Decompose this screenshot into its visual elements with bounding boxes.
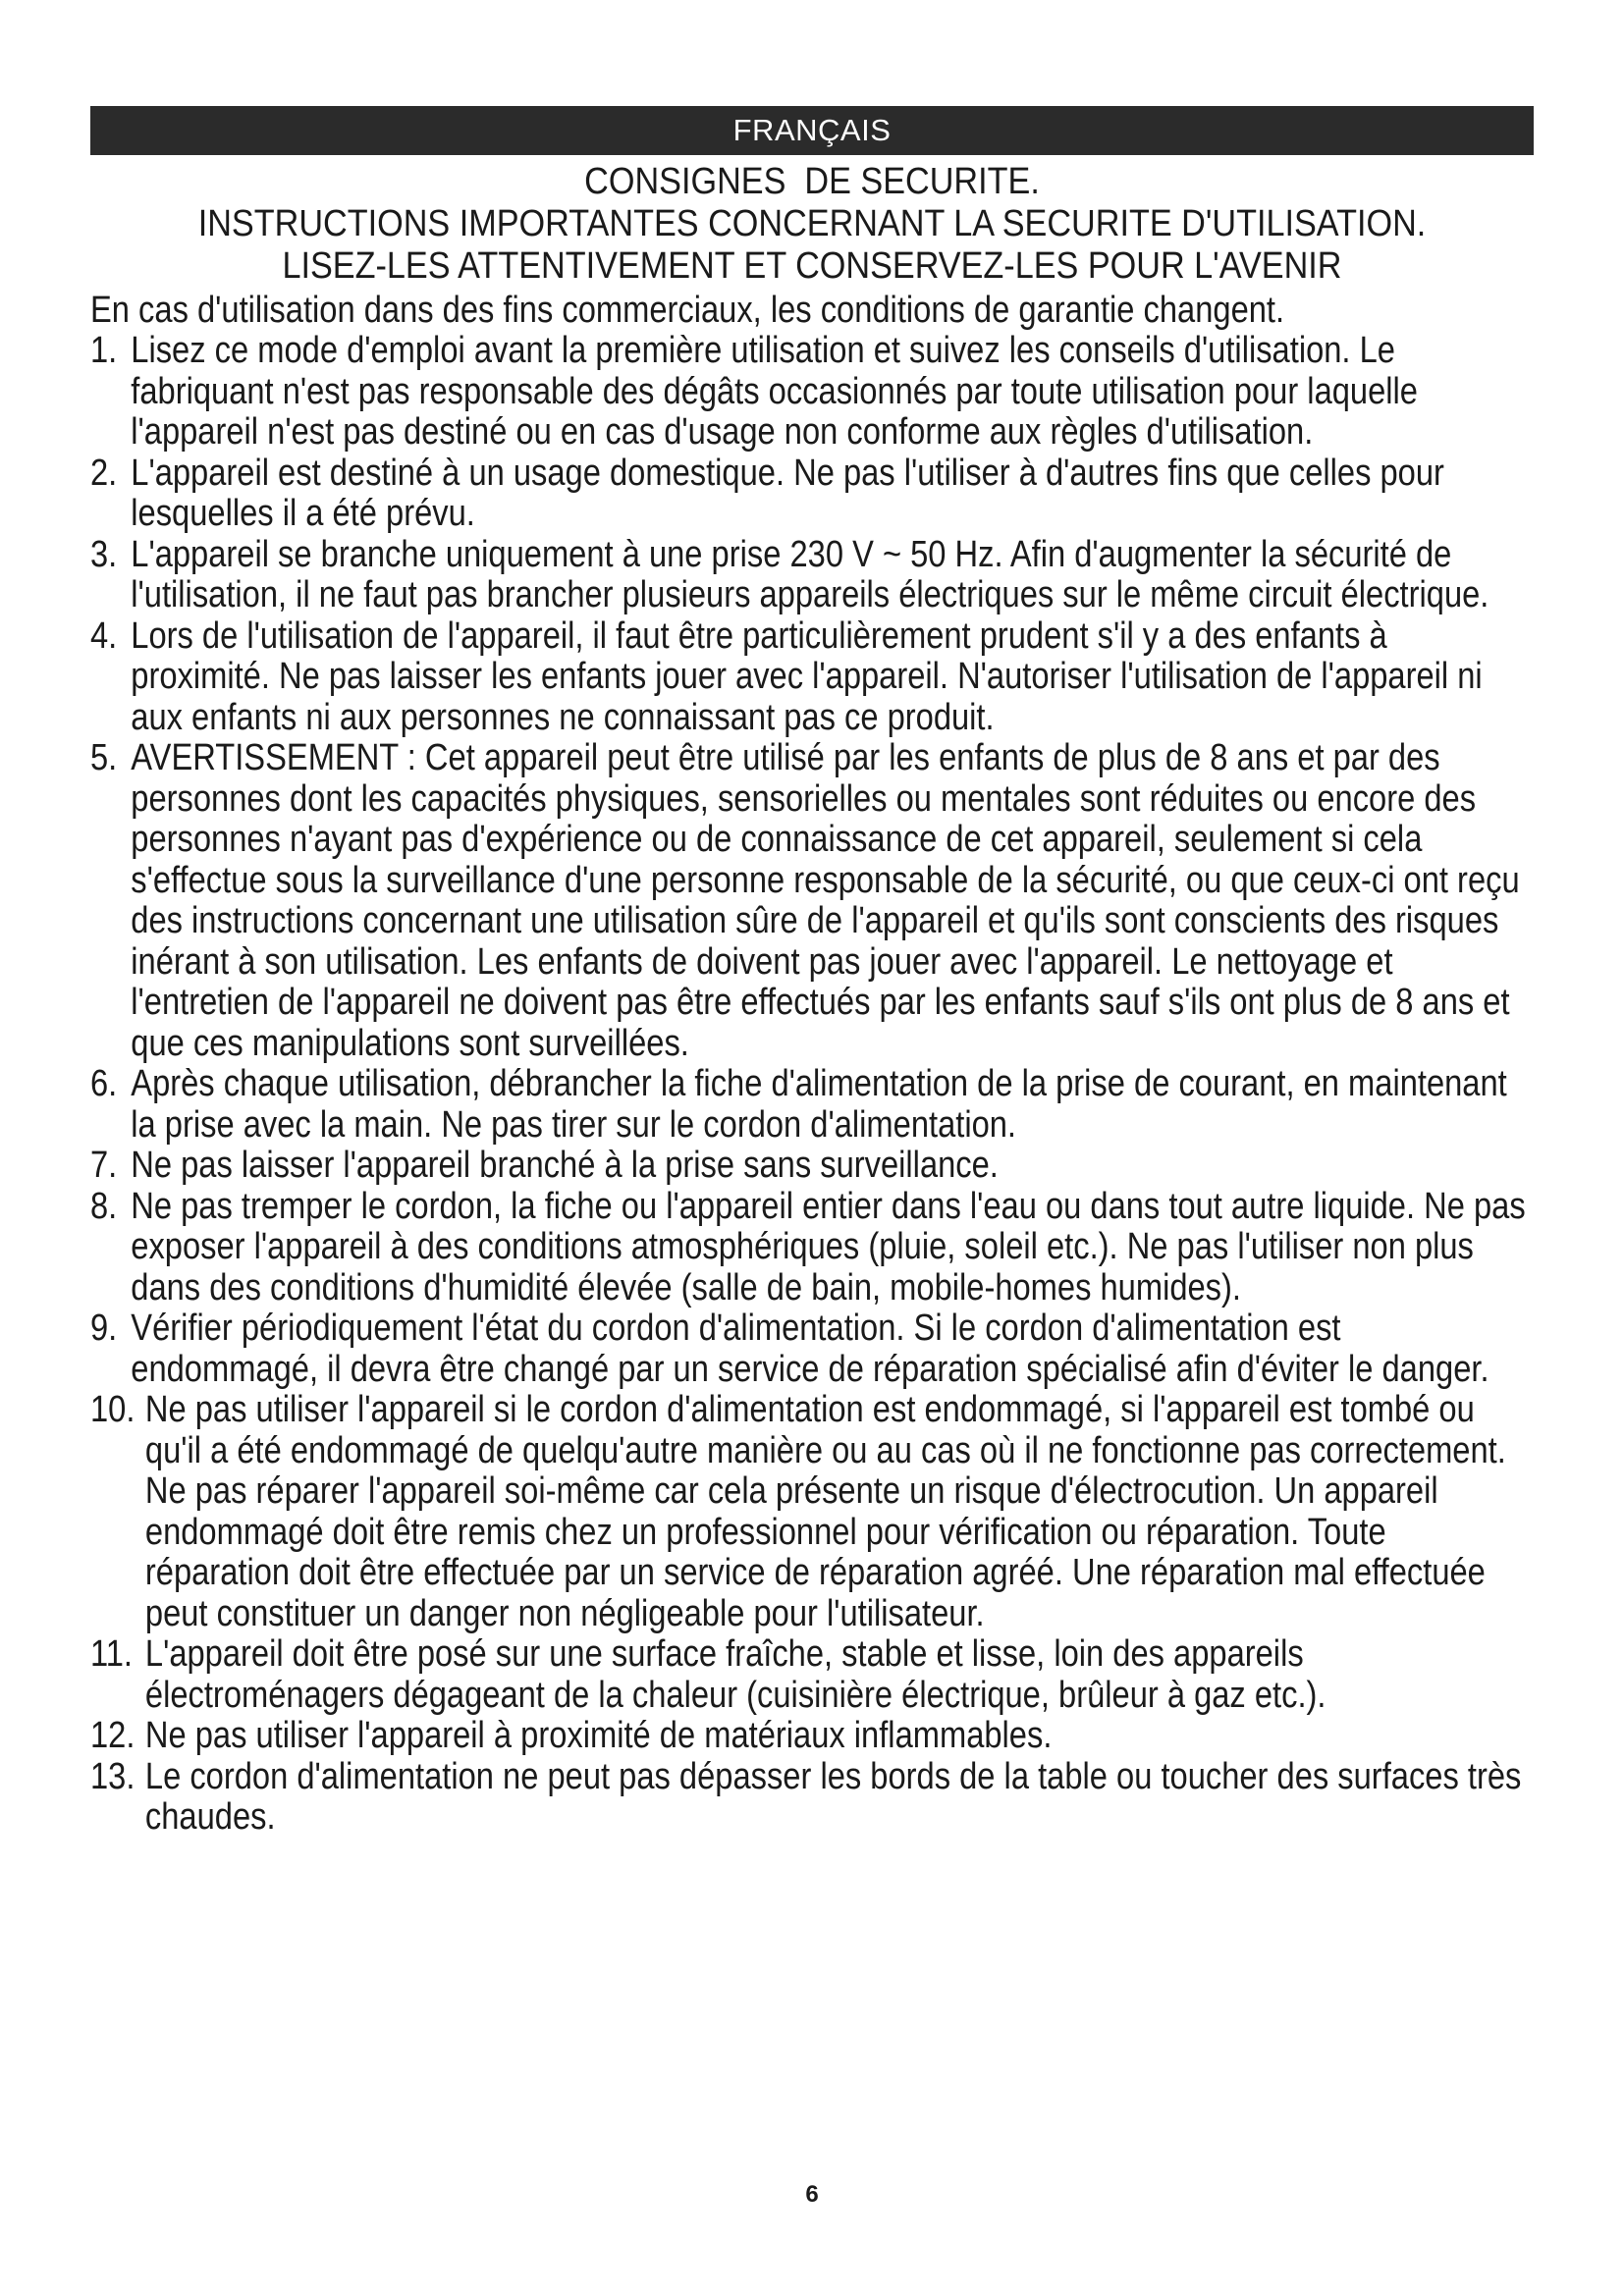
item-text: L'appareil doit être posé sur une surface fraîche, stable et lisse, loin des appareils électroménagers dégageant de la chaleur (cuisinière électrique, brûleur à gaz etc.). xyxy=(144,1633,1326,1716)
list-item xyxy=(90,1716,1534,1757)
list-item xyxy=(90,1757,1534,1839)
item-text: Lisez ce mode d'emploi avant la première utilisation et suivez les conseils d'utilisation. Le fabriquant n'est pas responsable des dégâts occasionnés par toute utilisation pour laquelle l'appareil n'est pas destiné ou en cas d'usage non conforme aux règles d'utilisation. xyxy=(131,330,1418,453)
list-item xyxy=(90,1146,1534,1187)
item-text: Ne pas tremper le cordon, la fiche ou l'appareil entier dans l'eau ou dans tout autre liquide. Ne pas exposer l'appareil à des conditions atmosphériques (pluie, soleil etc.). Ne pas l'utiliser non plus dans des conditions d'humidité élevée (salle de bain, mobile-homes humides). xyxy=(131,1185,1526,1308)
item-number: 7. xyxy=(90,1145,118,1186)
item-number: 2. xyxy=(90,452,118,494)
item-text: Le cordon d'alimentation ne peut pas dépasser les bords de la table ou toucher des surfaces très chaudes. xyxy=(144,1755,1522,1838)
language-header: FRANÇAIS xyxy=(90,106,1534,155)
item-text: L'appareil se branche uniquement à une prise 230 V ~ 50 Hz. Afin d'augmenter la sécurité de l'utilisation, il ne faut pas brancher plusieurs appareils électriques sur le même circuit électrique. xyxy=(131,533,1489,615)
item-text: Ne pas utiliser l'appareil à proximité de matériaux inflammables. xyxy=(144,1715,1053,1756)
item-text: L'appareil est destiné à un usage domestique. Ne pas l'utiliser à d'autres fins que celles pour lesquelles il a été prévu. xyxy=(131,452,1444,534)
item-number: 4. xyxy=(90,614,118,657)
page-number: 6 xyxy=(805,2181,819,2208)
list-item xyxy=(90,535,1534,616)
item-text: AVERTISSEMENT : Cet appareil peut être utilisé par les enfants de plus de 8 ans et par des personnes dont les capacités physiques, sensorielles ou mentales sont réduites ou encore des personnes n'ayant pas d'expérience ou de connaissance de cet appareil, seulement si cela s'effectue sous la surveillance d'une personne responsable de la sécurité, ou que ceux-ci ont reçu des instructions concernant une utilisation sûre de l'appareil et qu'ils sont conscients des risques inérant à son utilisation. Les enfants de doivent pas jouer avec l'appareil. Le nettoyage et l'entretien de l'appareil ne doivent pas être effectués par les enfants sauf s'ils ont plus de 8 ans et que ces manipulations sont surveillées. xyxy=(131,737,1520,1064)
section-title: CONSIGNES DE SECURITE. xyxy=(584,161,1040,202)
item-number: 13. xyxy=(90,1755,135,1797)
item-number: 5. xyxy=(90,737,118,778)
item-number: 8. xyxy=(90,1185,118,1227)
item-text: Ne pas laisser l'appareil branché à la prise sans surveillance. xyxy=(131,1145,999,1186)
intro-paragraph: En cas d'utilisation dans des fins commerciaux, les conditions de garantie changent. xyxy=(90,290,1285,331)
list-item xyxy=(90,1634,1534,1716)
list-item xyxy=(90,738,1534,1064)
list-item xyxy=(90,1390,1534,1634)
item-number: 9. xyxy=(90,1308,118,1349)
manual-page xyxy=(90,106,1534,1839)
item-number: 10. xyxy=(90,1389,135,1430)
list-item xyxy=(90,1308,1534,1390)
item-text: Ne pas utiliser l'appareil si le cordon d'alimentation est endommagé, si l'appareil est tombé ou qu'il a été endommagé de quelqu'autre manière ou au cas où il ne fonctionne pas correctement. Ne pas réparer l'appareil soi-même car cela présente un risque d'électrocution. Un appareil endommagé doit être remis chez un professionnel pour vérification ou réparation. Toute réparation doit être effectuée par un service de réparation agréé. Une réparation mal effectuée peut constituer un danger non négligeable pour l'utilisateur. xyxy=(144,1389,1506,1634)
item-text: Lors de l'utilisation de l'appareil, il faut être particulièrement prudent s'il y a des enfants à proximité. Ne pas laisser les enfants jouer avec l'appareil. N'autoriser l'utilisation de l'appareil ni aux enfants ni aux personnes ne connaissant pas ce produit. xyxy=(131,614,1483,738)
list-item xyxy=(90,1187,1534,1309)
section-subtitle-2: LISEZ-LES ATTENTIVEMENT ET CONSERVEZ-LES POUR L'AVENIR xyxy=(282,245,1342,287)
section-subtitle: INSTRUCTIONS IMPORTANTES CONCERNANT LA SECURITE D'UTILISATION. xyxy=(197,203,1427,244)
item-number: 1. xyxy=(90,330,118,371)
item-number: 6. xyxy=(90,1063,118,1104)
content xyxy=(90,290,1534,1839)
list-item xyxy=(90,331,1534,454)
safety-rules-list xyxy=(90,331,1534,1839)
item-text: Vérifier périodiquement l'état du cordon d'alimentation. Si le cordon d'alimentation est endommagé, il devra être changé par un service de réparation spécialisé afin d'éviter le danger. xyxy=(131,1308,1489,1390)
item-number: 11. xyxy=(90,1633,134,1675)
item-text: Après chaque utilisation, débrancher la fiche d'alimentation de la prise de courant, en maintenant la prise avec la main. Ne pas tirer sur le cordon d'alimentation. xyxy=(131,1063,1507,1146)
list-item xyxy=(90,1064,1534,1146)
headings xyxy=(163,161,1462,288)
item-number: 3. xyxy=(90,533,118,575)
list-item xyxy=(90,616,1534,739)
list-item xyxy=(90,454,1534,535)
item-number: 12. xyxy=(90,1715,135,1756)
